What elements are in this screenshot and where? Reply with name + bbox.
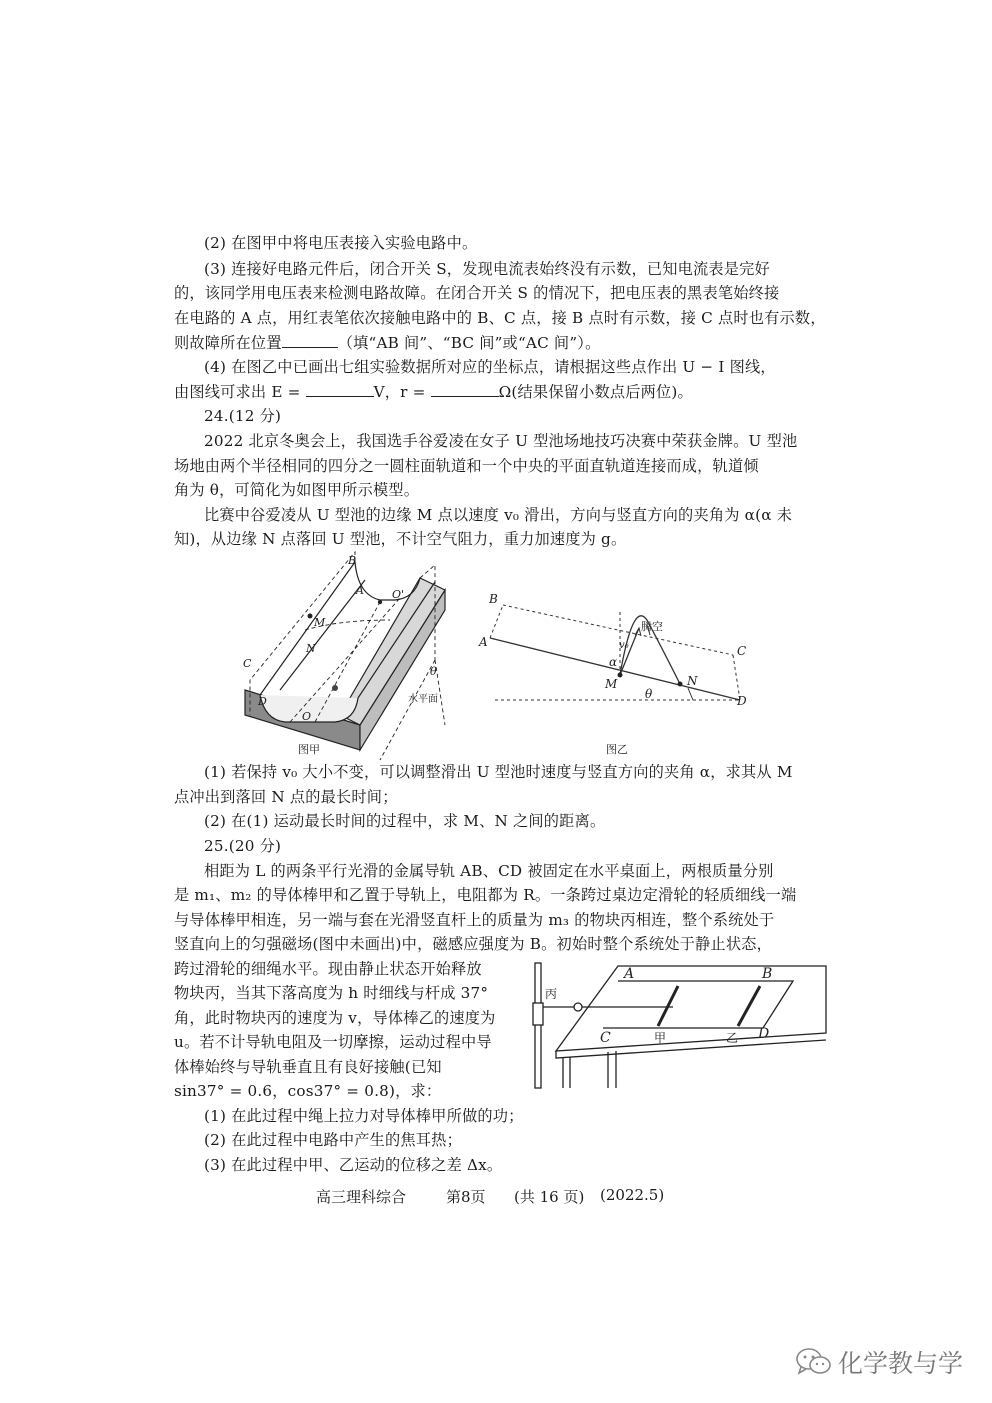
footer-date: (2022.5) (600, 1186, 665, 1204)
label-o1: O' (392, 588, 405, 601)
point-m-dot (618, 673, 623, 678)
label-tengkong: 腾空 (641, 620, 663, 633)
text-line: (1) 在此过程中绳上拉力对导体棒甲所做的功； (204, 1107, 524, 1125)
label-m: M (605, 677, 618, 691)
text-line: 角，此时物块丙的速度为 v，导体棒乙的速度为 (174, 1009, 496, 1027)
text-line: (3) 连接好电路元件后，闭合开关 S，发现电流表始终没有示数，已知电流表是完好 (204, 260, 770, 278)
label-v0: v₀ (619, 640, 629, 651)
label-horizontal-plane: 水平面 (408, 694, 438, 705)
answer-blank (431, 380, 499, 397)
text-line: 在电路的 A 点，用红表笔依次接触电路中的 B、C 点，接 B 点时有示数，接 C 点时也有示数， (174, 309, 826, 327)
text-line: 场地由两个半径相同的四分之一圆柱面轨道和一个中央的平面直轨道连接而成，轨道倾 (174, 457, 759, 475)
text-fragment: Ω(结果保留小数点后两位)。 (498, 383, 693, 401)
text-fragment: 则故障所在位置 (174, 334, 282, 352)
label-b: B (348, 554, 357, 567)
watermark-text: 化学教与学 (838, 1349, 964, 1378)
text-line: 跨过滑轮的细绳水平。现由静止状态开始释放 (174, 960, 482, 978)
label-c: C (737, 644, 747, 658)
figure-incline (475, 580, 765, 720)
figure-rails (528, 958, 828, 1093)
answer-blank (306, 380, 374, 397)
label-n: N (687, 674, 698, 688)
skier-icon (332, 685, 338, 691)
text-line: (2) 在(1) 运动最长时间的过程中，求 M、N 之间的距离。 (204, 812, 606, 830)
text-line: (2) 在图甲中将电压表接入实验电路中。 (204, 234, 478, 252)
footer-page: 第8页 (446, 1188, 486, 1206)
label-a: A (479, 635, 488, 649)
text-line: 比赛中谷爱凌从 U 型池的边缘 M 点以速度 v₀ 滑出，方向与竖直方向的夹角为 α(α 未 (204, 506, 793, 524)
text-fragment: V，r = (373, 383, 426, 401)
footer-subject: 高三理科综合 (316, 1188, 407, 1206)
label-o: O (302, 710, 312, 723)
text-line: 与导体棒甲相连，另一端与套在光滑竖直杆上的质量为 m₃ 的物块丙相连，整个系统处于 (174, 911, 775, 929)
label-theta: θ (645, 687, 653, 701)
text-line: 物块丙，当其下落高度为 h 时细线与杆成 37° (174, 984, 489, 1002)
text-line: 知)，从边缘 N 点落回 U 型池，不计空气阻力，重力加速度为 g。 (174, 530, 627, 548)
text-fragment: （填“AB 间”、“BC 间”或“AC 间”）。 (337, 334, 601, 352)
label-b: B (762, 966, 773, 982)
text-fragment: 由图线可求出 E = (174, 383, 301, 401)
text-line: u。若不计导轨电阻及一切摩擦，运动过程中导 (174, 1033, 492, 1051)
text-line: 点冲出到落回 N 点的最长时间； (174, 788, 398, 806)
label-a: A (624, 966, 635, 982)
footer-total: (共 16 页) (514, 1188, 585, 1206)
text-line (174, 331, 600, 355)
label-d: D (258, 695, 267, 708)
wechat-icon (795, 1346, 833, 1378)
question-header: 25.(20 分) (204, 837, 282, 855)
text-line: (4) 在图乙中已画出七组实验数据所对应的坐标点，请根据这些点作出 U − I 图线， (204, 358, 776, 376)
text-line: 相距为 L 的两条平行光滑的金属导轨 AB、CD 被固定在水平桌面上，两根质量分别 (204, 862, 774, 880)
figure-caption: 图甲 (298, 743, 320, 756)
label-c: C (600, 1030, 611, 1046)
label-d: D (737, 694, 747, 708)
point-o1-dot (378, 600, 382, 604)
label-m: M (314, 616, 326, 629)
label-yi: 乙 (726, 1031, 739, 1045)
label-jia: 甲 (654, 1031, 667, 1045)
point-m-dot (308, 614, 313, 619)
label-theta: θ (430, 665, 437, 678)
figure-caption: 图乙 (606, 743, 628, 756)
label-b: B (489, 592, 498, 606)
text-line (174, 380, 693, 404)
text-line: 2022 北京冬奥会上，我国选手谷爱凌在女子 U 型池场地技巧决赛中荣获金牌。U 型池 (204, 432, 798, 450)
text-line: 体棒始终与导轨垂直且有良好接触(已知 (174, 1058, 442, 1076)
figure-u-pipe (230, 550, 470, 765)
label-alpha: α (609, 655, 618, 669)
text-line: 竖直向上的匀强磁场(图中未画出)中，磁感应强度为 B。初始时整个系统处于静止状态， (174, 935, 772, 953)
text-line: (3) 在此过程中甲、乙运动的位移之差 Δx。 (204, 1156, 503, 1174)
label-a: A (356, 584, 364, 597)
label-bing: 丙 (545, 987, 558, 1001)
text-line: 是 m₁、m₂ 的导体棒甲和乙置于导轨上，电阻都为 R。一条跨过桌边定滑轮的轻质细线一端 (174, 886, 797, 904)
question-header: 24.(12 分) (204, 407, 282, 425)
point-n-dot (678, 682, 683, 687)
text-line: 角为 θ，可简化为如图甲所示模型。 (174, 481, 420, 499)
label-d: D (758, 1026, 770, 1042)
text-line: 的，该同学用电压表来检测电路故障。在闭合开关 S 的情况下，把电压表的黑表笔始终接 (174, 284, 780, 302)
label-c: C (243, 657, 252, 670)
label-n: N (306, 642, 316, 655)
answer-blank (282, 331, 338, 348)
text-line: (1) 若保持 v₀ 大小不变，可以调整滑出 U 型池时速度与竖直方向的夹角 α，求其从 M (204, 763, 793, 781)
text-line: (2) 在此过程中电路中产生的焦耳热； (204, 1131, 462, 1149)
text-line: sin37° = 0.6，cos37° = 0.8)，求： (174, 1082, 442, 1100)
